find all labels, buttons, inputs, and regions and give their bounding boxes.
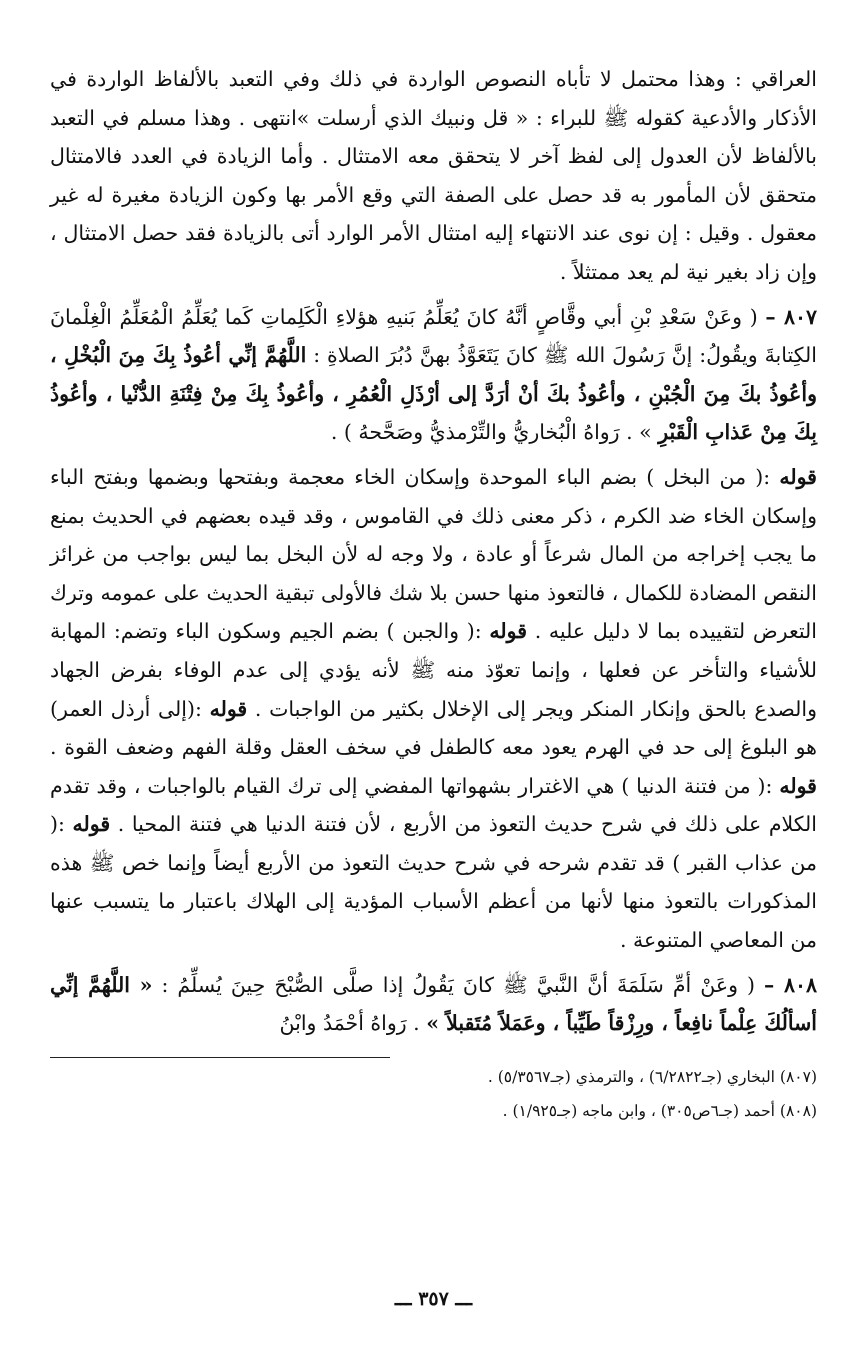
- commentary-text: :(إلى أرذل العمر) هو البلوغ إلى حد في الهرم يعود معه كالطفل في سخف العقل وقلة الفهم وضعف القوة .: [50, 696, 817, 760]
- footnote-807: (٨٠٧) البخاري (جـ٦/٢٨٢٢) ، والترمذي (جـ٥/٣٥٦٧) .: [487, 1067, 817, 1086]
- commentary-label: قوله: [209, 696, 248, 721]
- hadith-dua: اللَّهُمَّ إنِّي أعُوذُ بِكَ مِنَ الْبُخْلِ ، وأعُوذُ بكَ مِنَ الْجُبْنِ ، وأعُوذُ بكَ أنْ أرَدَّ إلى أرْذَلِ الْعُمُرِ ، وأعُوذُ بِكَ مِنْ فِتْنَةِ الدُّنْيا ، وأعُوذُ بِكَ مِنْ عَذابِ الْقَبْرِ: [50, 343, 817, 445]
- commentary-label: قوله: [779, 464, 817, 489]
- hadith-number: ٨٠٨ –: [764, 972, 817, 997]
- commentary-text: :( من البخل ) بضم الباء الموحدة وإسكان الخاء معجمة وبفتحها وبضمها وبفتح الباء وإسكان الخاء ضد الكرم ، ذكر معنى ذلك في القاموس ، وقد قيده بعضهم في الحديث بمنع ما يجب إخراجه من المال شرعاً أو عادة ، ولا وجه له لأن البخل بما ليس بواجب من غرائز النقص المضادة للكمال ، فالتعوذ منها حسن بلا شك فالأولى تبقية الحديث على عمومه وترك التعرض لتقييده بما لا دليل عليه .: [50, 464, 817, 644]
- commentary-text: :( من فتنة الدنيا ) هي الاغترار بشهواتها المفضي إلى ترك القيام بالواجبات ، وقد تقدم الكلام على ذلك في شرح حديث التعوذ من الأربع ، لأن فتنة الدنيا هي فتنة المحيا .: [50, 773, 818, 837]
- commentary-label: قوله: [72, 812, 111, 837]
- hadith-808: [50, 966, 817, 1043]
- commentary-text: :( والجبن ) بضم الجيم وسكون الباء وتضم: المهابة للأشياء والتأخر عن فعلها ، وإنما تعوّذ منه ﷺ لأنه يؤدي إلى عدم الوفاء بفرض الجهاد والصدع بالحق وإنكار المنكر ويجر إلى الإخلال بكثير من الواجبات .: [50, 619, 817, 721]
- hadith-source: » . رَواهُ الْبُخاريُّ والتِّرْمذيُّ وصَحَّحهُ ) .: [330, 420, 652, 445]
- footnote-divider: [50, 1057, 390, 1058]
- commentary-paragraph: [50, 458, 817, 960]
- hadith-intro: ( وعَنْ أمِّ سَلَمَةَ أنَّ النَّبيَّ ﷺ كانَ يَقُولُ إذا صلَّى الصُّبْحَ حِينَ يُسلِّمُ :: [161, 972, 755, 997]
- hadith-dua: « اللَّهُمَّ إنِّي أسألُكَ عِلْماً نافِعاً ، ورِزْقاً طَيِّباً ، وعَمَلاً مُتَقبلاً »: [50, 972, 817, 1036]
- paragraph-continuation: العراقي : وهذا محتمل لا تأباه النصوص الواردة في ذلك وفي التعبد بالألفاظ الواردة في الأذكار والأدعية كقوله ﷺ للبراء : « قل ونبيك الذي أرسلت »انتهى . وهذا مسلم في التعبد بالألفاظ لأن العدول إلى لفظ آخر لا يتحقق معه الامتثال . وأما الزيادة في العدد فالامتثال متحقق لأن المأمور به قد حصل على الصفة التي وقع الأمر بها وكون الزيادة مغيرة له غير معقول . وقيل : إن نوى عند الانتهاء إليه امتثال الأمر الوارد أتى بالزيادة فقد حصل الامتثال ، وإن زاد بغير نية لم يعد ممتثلاً .: [50, 67, 817, 284]
- commentary-label: قوله: [779, 773, 817, 798]
- hadith-807: [50, 298, 817, 452]
- page-number: ـــ ٣٥٧ ـــ: [394, 1288, 473, 1310]
- hadith-number: ٨٠٧ –: [765, 304, 817, 329]
- commentary-text: :( من عذاب القبر ) قد تقدم شرحه في شرح حديث التعوذ من الأربع أيضاً وإنما خص ﷺ هذه المذكورات بالتعوذ منها لأنها من أعظم الأسباب المؤدية إلى الهلاك باعتبار ما يتسبب عنها من المعاصي المتنوعة .: [50, 812, 817, 953]
- hadith-intro: ( وعَنْ سَعْدِ بْنِ أبي وقَّاصٍ أنَّهُ كانَ يُعَلِّمُ بَنيهِ هؤلاءِ الْكَلِماتِ كَما يُعَلِّمُ الْمُعَلِّمُ الْغِلْمانَ الكِتابةَ ويقُولُ: إنَّ رَسُولَ الله ﷺ كانَ يَتَعَوَّذُ بهنَّ دُبُرَ الصلاةِ :: [50, 304, 817, 368]
- footnote-808: (٨٠٨) أحمد (جـ٦ص٣٠٥) ، وابن ماجه (جـ١/٩٢٥) .: [502, 1101, 817, 1120]
- commentary-label: قوله: [489, 619, 528, 644]
- hadith-source: . رَواهُ أحْمَدُ وابْنُ: [279, 1011, 427, 1036]
